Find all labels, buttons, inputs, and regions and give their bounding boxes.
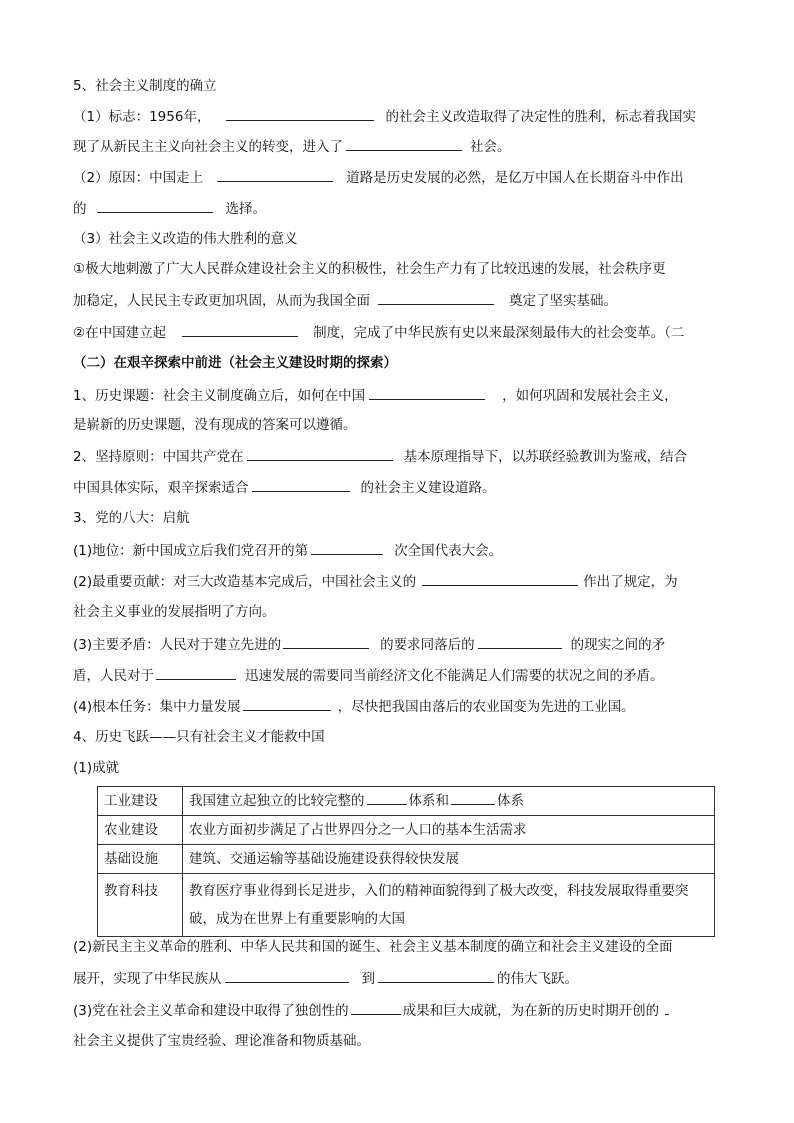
fill-blank[interactable] xyxy=(247,446,393,461)
fill-blank[interactable] xyxy=(422,571,578,586)
table-row xyxy=(98,787,715,816)
fill-blank[interactable] xyxy=(369,385,485,400)
subsection-title: (1)成就 xyxy=(73,760,120,776)
text-line: (4)根本任务：集中力量发展 ，尽快把我国由落后的农业国变为先进的工业国。 xyxy=(73,696,728,716)
text-line: 展开，实现了中华民族从 到 的伟大飞跃。 xyxy=(73,968,728,988)
fill-blank[interactable] xyxy=(217,167,333,182)
text-line: 3、党的八大：启航 xyxy=(73,510,190,526)
fill-blank[interactable] xyxy=(451,790,495,805)
fill-blank[interactable] xyxy=(252,477,350,492)
fill-blank[interactable] xyxy=(311,540,383,555)
table-cell-value: 教育医疗事业得到长足进步，入们的精神面貌得到了极大改变，科技发展取得重要突破，成为在世界上有重要影响的大国 xyxy=(183,874,715,937)
table-cell-key: 工业建设 xyxy=(98,787,183,816)
text-line: 中国具体实际，艰辛探索适合 的社会主义建设道路。 xyxy=(73,477,728,497)
text-line: (2)最重要贡献：对三大改造基本完成后，中国社会主义的 作出了规定，为 xyxy=(73,571,728,591)
achievements-table xyxy=(97,786,715,937)
section-heading: （二）在艰辛探索中前进（社会主义建设时期的探索） xyxy=(73,355,397,371)
fill-blank[interactable] xyxy=(378,290,494,305)
text-line: 是崭新的历史课题，没有现成的答案可以遵循。 xyxy=(73,417,357,433)
table-row xyxy=(98,845,715,874)
text-line: 的 选择。 xyxy=(73,198,728,218)
fill-blank[interactable] xyxy=(351,1000,401,1015)
fill-blank[interactable] xyxy=(243,696,331,711)
text-line: 盾，人民对于 迅速发展的需要同当前经济文化不能满足人们需要的状况之间的矛盾。 xyxy=(73,665,728,685)
text-line: （3）社会主义改造的伟大胜利的意义 xyxy=(73,231,298,247)
text-line: （1）标志：1956年， 的社会主义改造取得了决定性的胜利，标志着我国实 xyxy=(73,106,728,126)
fill-blank[interactable] xyxy=(478,634,562,649)
fill-blank[interactable] xyxy=(367,790,407,805)
text-line: (3)主要矛盾：人民对于建立先进的 的要求同落后的 的现实之间的矛 xyxy=(73,634,728,654)
text-line: 现了从新民主主义向社会主义的转变，进入了 社会。 xyxy=(73,136,728,156)
table-cell-value: 我国建立起独立的比较完整的 体系和 体系 xyxy=(183,787,715,816)
fill-blank[interactable] xyxy=(226,106,374,121)
fill-blank[interactable] xyxy=(182,322,298,337)
text-line: 加稳定，人民民主专政更加巩固，从而为我国全面 奠定了坚实基础。 xyxy=(73,290,728,310)
text-line: (2)新民主主义革命的胜利、中华人民共和国的诞生、社会主义基本制度的确立和社会主义建设的全面 xyxy=(73,939,673,955)
fill-blank[interactable] xyxy=(97,198,213,213)
text-line: (3)党在社会主义革命和建设中取得了独创性的 成果和巨大成就，为在新的历史时期开创的 xyxy=(73,1000,728,1020)
text-line: (1)地位：新中国成立后我们党召开的第 次全国代表大会。 xyxy=(73,540,728,560)
fill-blank[interactable] xyxy=(225,968,349,983)
table-row xyxy=(98,874,715,937)
fill-blank[interactable] xyxy=(346,136,462,151)
text-line: 2、坚持原则：中国共产党在 基本原理指导下，以苏联经验教训为鉴戒，结合 xyxy=(73,446,728,466)
fill-blank[interactable] xyxy=(378,968,494,983)
table-cell-value: 建筑、交通运输等基础设施建设获得较快发展 xyxy=(183,845,715,874)
table-cell-value: 农业方面初步满足了占世界四分之一人口的基本生活需求 xyxy=(183,816,715,845)
text-line: ②在中国建立起 制度，完成了中华民族有史以来最深刻最伟大的社会变革。（二 xyxy=(73,322,728,342)
text-line: （2）原因：中国走上 道路是历史发展的必然，是亿万中国人在长期奋斗中作出 xyxy=(73,167,728,187)
table-row xyxy=(98,816,715,845)
text-line: ①极大地刺激了广大人民群众建设社会主义的积极性，社会生产力有了比较迅速的发展，社会秩序更 xyxy=(73,261,666,277)
text-line: 1、历史课题：社会主义制度确立后，如何在中国 ，如何巩固和发展社会主义， xyxy=(73,385,728,405)
section-4-title: 4、历史飞跃——只有社会主义才能救中国 xyxy=(73,729,325,745)
table-cell-key: 教育科技 xyxy=(98,874,183,937)
text-line: 社会主义提供了宝贵经验、理论准备和物质基础。 xyxy=(73,1033,370,1049)
text-line: 社会主义事业的发展指明了方向。 xyxy=(73,604,276,620)
fill-blank[interactable] xyxy=(156,665,236,680)
fill-blank[interactable] xyxy=(283,634,369,649)
section-5-title: 5、社会主义制度的确立 xyxy=(73,78,217,94)
table-cell-key: 基础设施 xyxy=(98,845,183,874)
table-cell-key: 农业建设 xyxy=(98,816,183,845)
fill-blank[interactable] xyxy=(665,1000,669,1015)
